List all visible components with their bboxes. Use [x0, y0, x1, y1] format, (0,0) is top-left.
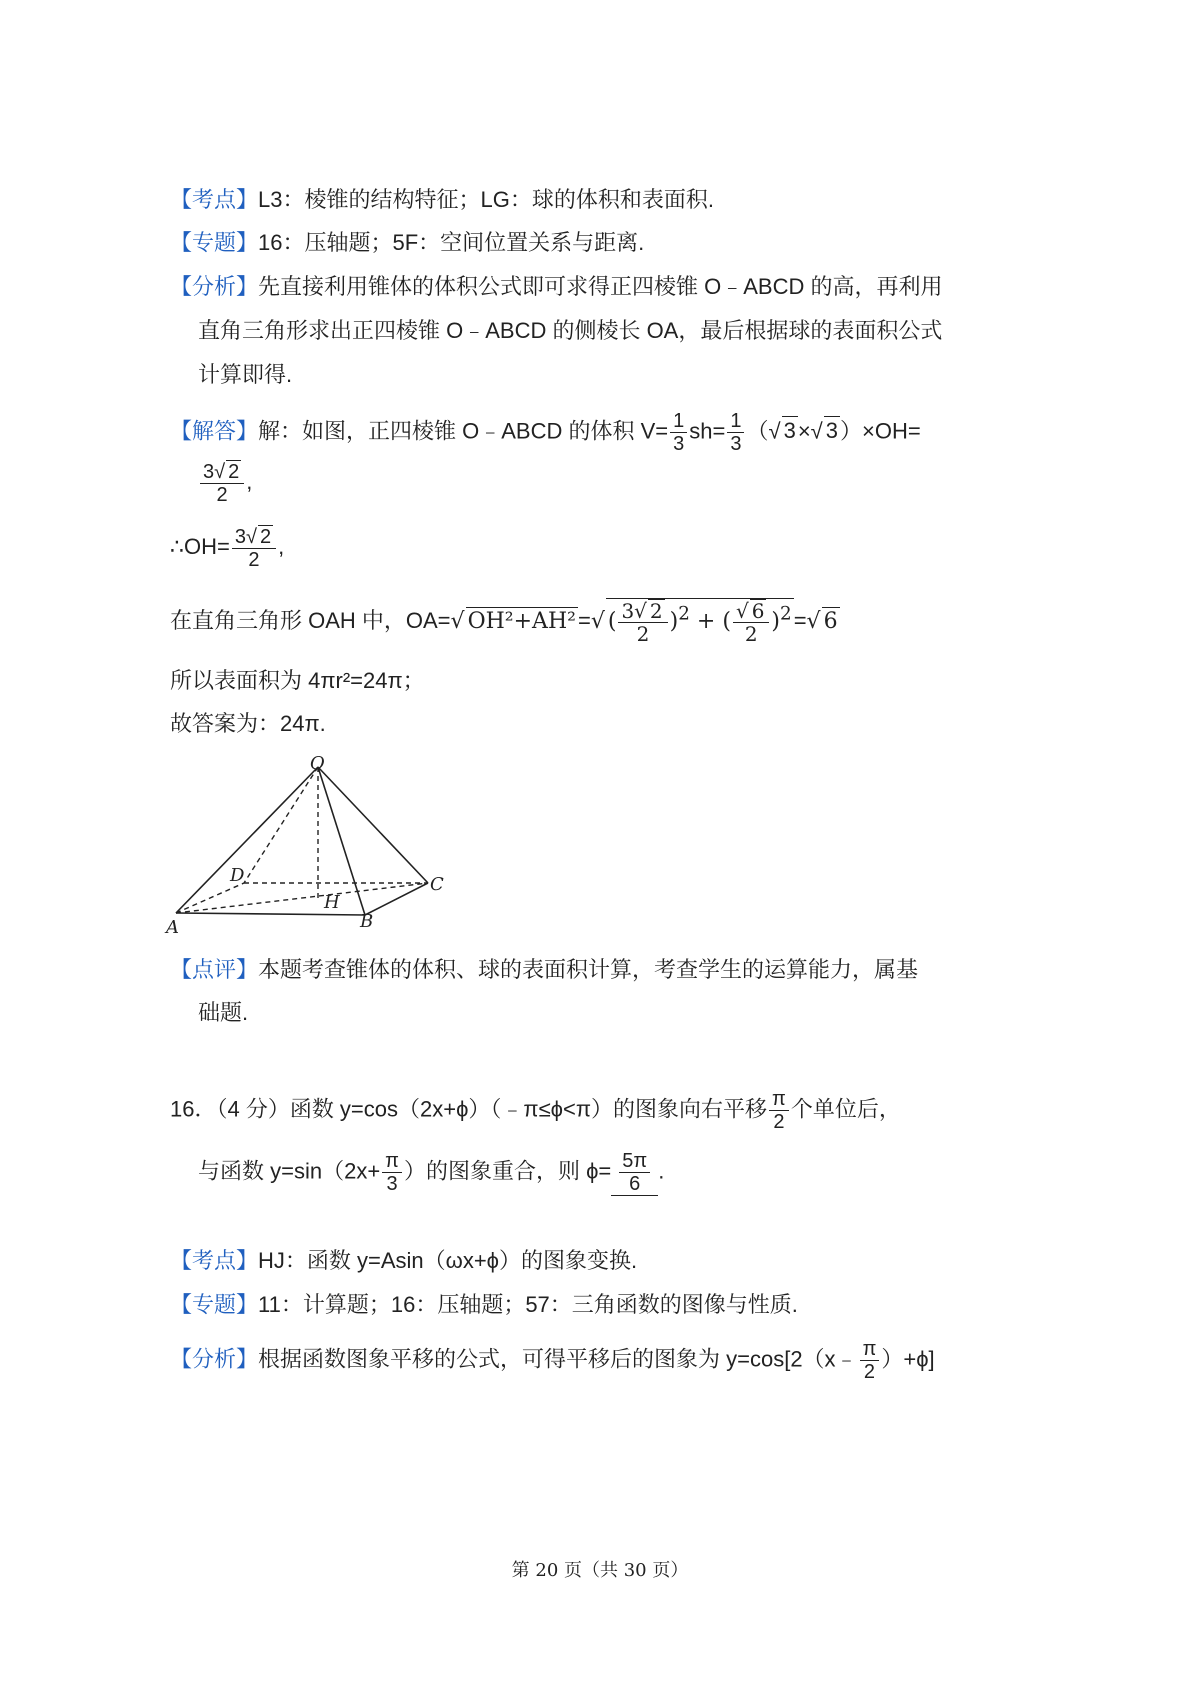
sqrt-6-result: √ 6 [806, 609, 838, 634]
fraction-oh: $\frac{3√ 2}{2}$ [232, 525, 276, 571]
jieda-result-line: $\frac{3√ 2}{2}$ , [198, 460, 252, 506]
label-C: C [430, 874, 444, 895]
fenxi-text-2: 直角三角形求出正四棱锥 O﹣ABCD 的侧棱长 OA，最后根据球的表面积公式 [198, 318, 943, 343]
q16-kaodian-line [170, 1247, 637, 1275]
answer-blank [611, 1150, 658, 1196]
q16-text-1: 16．（4 分）函数 y=cos（2x+ϕ）（﹣π≤ϕ<π）的图象向右平移 [170, 1096, 768, 1122]
jieda-tag: 【解答】 [170, 418, 259, 444]
q16-zhuanti-line [170, 1291, 798, 1319]
q16-fenxi-line: 【分析】根据函数图象平移的公式，可得平移后的图象为 y=cos[2（x﹣ $\frac{\pi}{2}$ ）+ϕ] [170, 1338, 935, 1383]
jieda-sh: sh= [689, 418, 726, 444]
zhuanti-tag: 【专题】 [170, 230, 259, 255]
fraction-pi-over-2: $\frac{\pi}{2}$ [769, 1088, 789, 1133]
fraction-one-third: $\frac{1}{3}$ [670, 410, 687, 455]
therefore-line: ∴OH= $\frac{3√ 2}{2}$ , [170, 526, 285, 571]
q16-zhuanti-text: 11：计算题；16：压轴题；57：三角函数的图像与性质. [258, 1292, 798, 1317]
biaomian-line [170, 667, 425, 695]
q16-fenxi-text: 根据函数图象平移的公式，可得平移后的图象为 y=cos[2（x﹣ [258, 1346, 858, 1372]
edge-BC [365, 883, 428, 915]
page-footer: 第 20 页（共 30 页） [511, 1560, 689, 1581]
fenxi-line-3 [198, 361, 292, 389]
q16-line-2: 与函数 y=sin（2x+ $\frac{\pi}{3}$ ）的图象重合，则 ϕ= $\frac{5\pi}{6}$ . [198, 1150, 665, 1195]
edge-OC [318, 767, 428, 883]
q16-kaodian-tag: 【考点】 [170, 1248, 259, 1273]
kaodian-tag: 【考点】 [170, 187, 259, 212]
fraction-one-third-2: $\frac{1}{3}$ [727, 410, 744, 455]
q16-fenxi-tag: 【分析】 [170, 1346, 259, 1372]
fraction-3sqrt2-over-2: $\frac{3√ 2}{2}$ [200, 460, 244, 506]
guda-line [170, 710, 326, 738]
fenxi-line-1 [170, 273, 942, 301]
jieda-line: 【解答】解：如图，正四棱锥 O﹣ABCD 的体积 V= $\frac{1}{3}$ sh= $\frac{1}{3}$ （√ 3×√ 3）×OH= [170, 410, 921, 455]
dianping-line-2 [198, 999, 248, 1027]
dianping-tag: 【点评】 [170, 957, 259, 982]
fenxi-text-1: 先直接利用锥体的体积公式即可求得正四棱锥 O﹣ABCD 的高，再利用 [258, 274, 943, 299]
label-H: H [324, 892, 340, 913]
edge-AC [176, 883, 428, 913]
kaodian-text: L3：棱锥的结构特征；LG：球的体积和表面积. [258, 187, 714, 212]
fraction-pi-over-3: $\frac{\pi}{3}$ [382, 1150, 402, 1195]
label-O: O [310, 755, 325, 774]
edge-OA [176, 767, 318, 913]
fenxi-tag: 【分析】 [170, 274, 259, 299]
edge-OD [244, 767, 318, 883]
q16-kaodian-text: HJ：函数 y=Asin（ωx+ϕ）的图象变换. [258, 1248, 638, 1273]
oa-line: 在直角三角形 OAH 中，OA=√ OH²+AH²=√ ( $\frac{3√ 2}{2}$ )$^2$ + ( $\frac{√ 6}{2}$ )$^2$=√ 6 [170, 599, 838, 646]
edge-AD [176, 883, 244, 913]
pyramid-figure [160, 755, 460, 940]
label-A: A [166, 917, 179, 938]
dianping-line-1 [170, 956, 918, 984]
sqrt-3-a: 3 [783, 418, 796, 444]
fraction-pi-over-2-b: $\frac{\pi}{2}$ [860, 1338, 880, 1383]
answer-fraction: $\frac{5\pi}{6}$ [619, 1150, 650, 1195]
jieda-pre: 解：如图，正四棱锥 O﹣ABCD 的体积 V= [258, 418, 669, 444]
therefore-text: ∴OH= [170, 533, 230, 559]
oa-pre: 在直角三角形 OAH 中，OA= [170, 608, 451, 633]
q16-zhuanti-tag: 【专题】 [170, 1292, 259, 1317]
oa-big-radical: √ ( $\frac{3√ 2}{2}$ )$^2$ + ( $\frac{√ 6}{2}$ )$^2$ [590, 599, 792, 646]
zhuanti-text: 16：压轴题；5F：空间位置关系与距离. [258, 230, 645, 255]
dianping-text-2: 础题. [198, 1000, 249, 1025]
sqrt-3-b: 3 [825, 418, 838, 444]
zhuanti-line [170, 229, 644, 257]
edge-AB [176, 913, 365, 915]
q16-line-1: 16．（4 分）函数 y=cos（2x+ϕ）（﹣π≤ϕ<π）的图象向右平移 $\frac{\pi}{2}$ 个单位后， [170, 1088, 901, 1133]
oa-radical: √ OH²+AH² [450, 609, 576, 634]
fenxi-line-2 [198, 317, 942, 345]
dianping-text-1: 本题考查锥体的体积、球的表面积计算，考查学生的运算能力，属基 [258, 957, 919, 982]
q16-text-2: 与函数 y=sin（2x+ [198, 1158, 381, 1184]
biaomian-text: 所以表面积为 4πr²=24π； [170, 668, 425, 693]
label-B: B [360, 911, 374, 932]
kaodian-line [170, 186, 714, 214]
fenxi-text-3: 计算即得. [198, 362, 293, 387]
label-D: D [230, 865, 245, 886]
guda-text: 故答案为：24π. [170, 711, 326, 736]
